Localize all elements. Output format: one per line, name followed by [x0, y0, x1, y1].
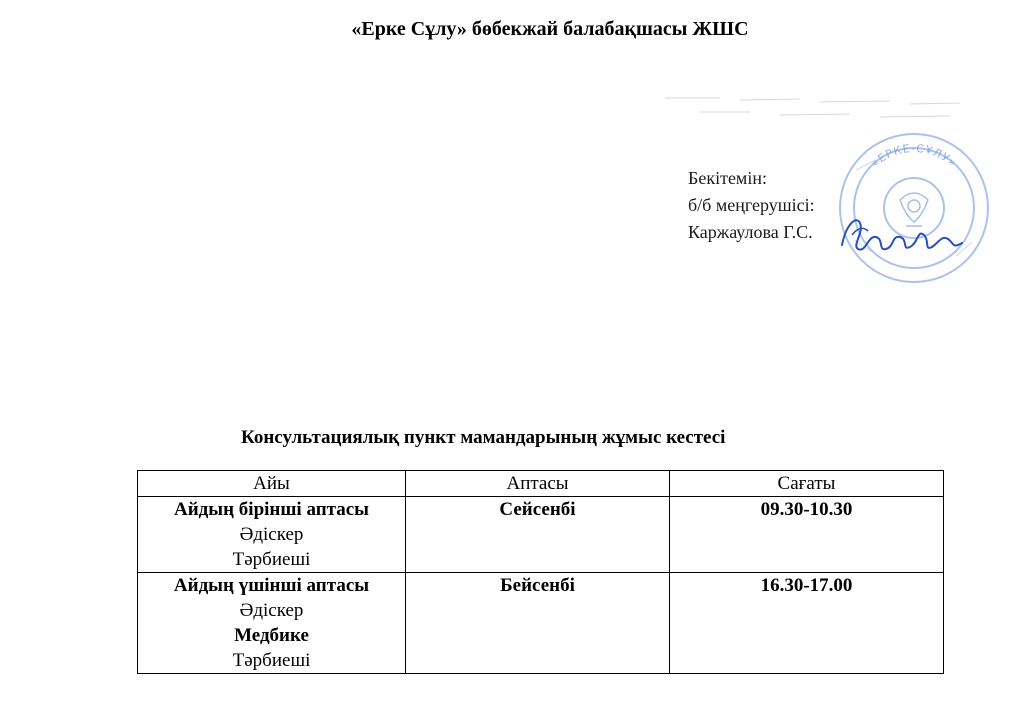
table-row: [138, 497, 944, 573]
scan-artifact: [660, 90, 980, 130]
staff-item: Медбике: [234, 625, 309, 646]
organization-title: «Ерке Сұлу» бөбекжай балабақшасы ЖШС: [351, 18, 749, 40]
row-period-cell: [138, 573, 406, 674]
staff-item: Тәрбиеші: [232, 549, 311, 570]
staff-item: Әдіскер: [239, 600, 304, 621]
signature-image: [838, 205, 968, 265]
table-row: [138, 573, 944, 674]
table-header-row: [138, 471, 944, 497]
week-label: Айдың үшінші аптасы: [173, 575, 370, 596]
approval-label: Бекітемін:: [688, 168, 767, 188]
row-time-cell: 16.30-17.00: [670, 573, 944, 674]
schedule-table: [137, 470, 944, 674]
approval-block: [688, 165, 815, 246]
stamp-text: «ЕРКЕ-СҰЛУ»: [868, 141, 960, 171]
header-week-day: Аптасы: [406, 471, 670, 497]
week-label: Айдың бірінші аптасы: [174, 499, 369, 520]
svg-text:«ЕРКЕ-СҰЛУ»: [868, 142, 959, 170]
row-time-cell: 09.30-10.30: [670, 497, 944, 573]
row-period-cell: [138, 497, 406, 573]
staff-item: Тәрбиеші: [232, 650, 311, 671]
approval-position: б/б меңгерушісі:: [688, 195, 815, 215]
header-hours: Сағаты: [670, 471, 944, 497]
row-day-cell: Сейсенбі: [406, 497, 670, 573]
row-day-cell: Бейсенбі: [406, 573, 670, 674]
approval-name: Каржаулова Г.С.: [688, 222, 813, 242]
header-month: Айы: [138, 471, 406, 497]
schedule-title: Консультациялық пункт мамандарының жұмыс кестесі: [241, 427, 726, 448]
staff-item: Әдіскер: [239, 524, 304, 545]
